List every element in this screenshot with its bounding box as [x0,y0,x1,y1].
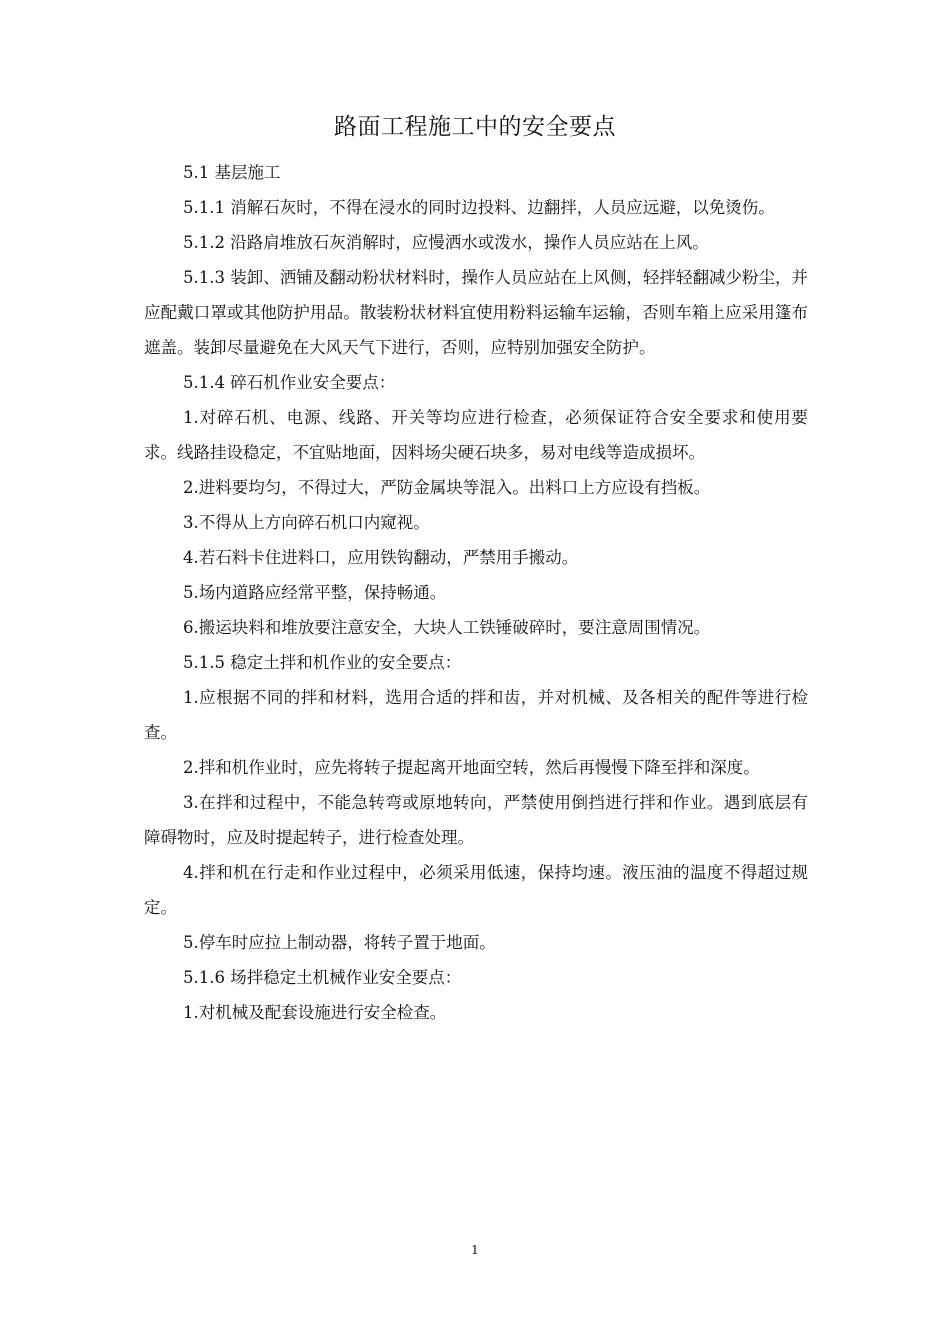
list-item: 4.拌和机在行走和作业过程中，必须采用低速，保持均速。液压油的温度不得超过规定。 [144,863,808,917]
page-number: 1 [471,1243,479,1257]
subsection-heading: 5.1.6 场拌稳定土机械作业安全要点： [183,968,462,987]
section-heading: 5.1 基层施工 [183,163,281,182]
document-body [144,155,808,1030]
paragraph: 5.1.2 沿路肩堆放石灰消解时，应慢洒水或泼水，操作人员应站在上风。 [183,233,709,252]
paragraph: 5.1.3 装卸、洒铺及翻动粉状材料时，操作人员应站在上风侧，轻拌轻翻减少粉尘，并应配戴口罩或其他防护用品。散装粉状材料宜使用粉料运输车运输，否则车箱上应采用篷布遮盖。装卸尽量避免在大风天气下进行，否则，应特别加强安全防护。 [144,268,808,357]
list-item: 1.对碎石机、电源、线路、开关等均应进行检查，必须保证符合安全要求和使用要求。线路挂设稳定，不宜贴地面，因料场尖硬石块多，易对电线等造成损坏。 [144,408,808,462]
list-item: 3.不得从上方向碎石机口内窥视。 [183,513,430,532]
list-item: 2.拌和机作业时，应先将转子提起离开地面空转，然后再慢慢下降至拌和深度。 [183,758,760,777]
list-item: 4.若石料卡住进料口，应用铁钩翻动，严禁用手搬动。 [183,548,579,567]
list-item: 5.场内道路应经常平整，保持畅通。 [183,583,447,602]
list-item: 1.对机械及配套设施进行安全检查。 [183,1003,447,1022]
list-item: 1.应根据不同的拌和材料，选用合适的拌和齿，并对机械、及各相关的配件等进行检查。 [144,688,808,742]
subsection-heading: 5.1.4 碎石机作业安全要点： [183,373,396,392]
document-title: 路面工程施工中的安全要点 [334,114,616,140]
list-item: 6.搬运块料和堆放要注意安全，大块人工铁锤破碎时，要注意周围情况。 [183,618,711,637]
list-item: 5.停车时应拉上制动器，将转子置于地面。 [183,933,496,952]
list-item: 2.进料要均匀，不得过大，严防金属块等混入。出料口上方应设有挡板。 [183,478,711,497]
subsection-heading: 5.1.5 稳定土拌和机作业的安全要点： [183,653,462,672]
list-item: 3.在拌和过程中，不能急转弯或原地转向，严禁使用倒挡进行拌和作业。遇到底层有障碍物时，应及时提起转子，进行检查处理。 [144,793,808,847]
paragraph: 5.1.1 消解石灰时，不得在浸水的同时边投料、边翻拌，人员应远避，以免烫伤。 [183,198,775,217]
